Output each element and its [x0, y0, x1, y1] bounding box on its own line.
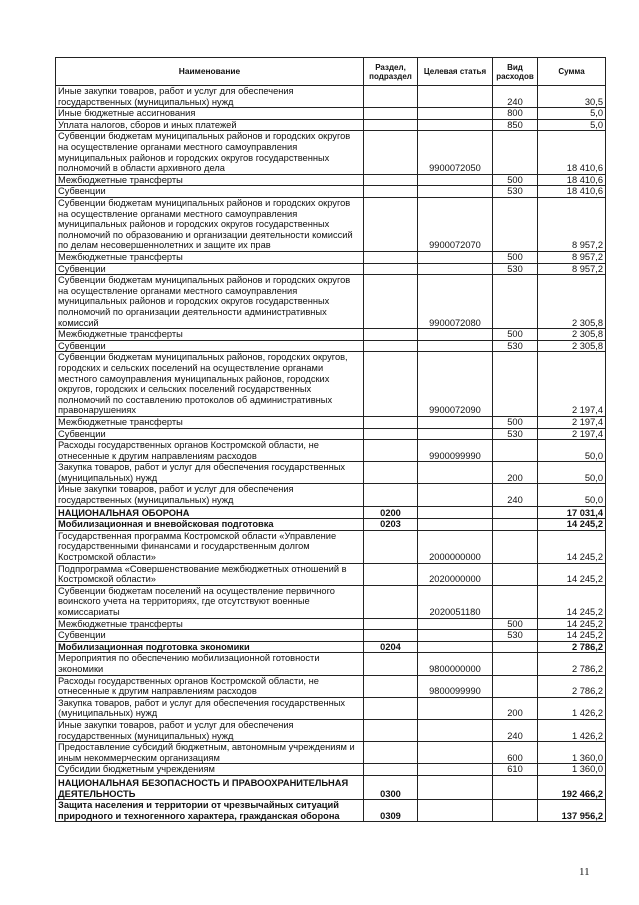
row-name: Предоставление субсидий бюджетным, автономным учреждениям и иным некоммерческим организациям: [56, 742, 364, 764]
row-sum: 2 305,8: [538, 329, 606, 341]
row-sum: 50,0: [538, 484, 606, 506]
row-name: НАЦИОНАЛЬНАЯ ОБОРОНА: [56, 506, 364, 519]
row-kind: 530: [493, 630, 538, 642]
table-row: [56, 275, 606, 329]
row-target: [418, 186, 493, 198]
row-name: Субвенции бюджетам поселений на осуществление первичного воинского учета на территориях, где отсутствуют военные комиссариаты: [56, 585, 364, 618]
row-target: 9800099990: [418, 675, 493, 697]
row-section: 0200: [364, 506, 418, 519]
row-kind: [493, 131, 538, 174]
row-kind: 200: [493, 697, 538, 719]
row-target: [418, 519, 493, 531]
row-target: [418, 641, 493, 653]
row-kind: 240: [493, 86, 538, 108]
budget-table: [55, 57, 606, 822]
row-target: 2020000000: [418, 563, 493, 585]
table-row: [56, 197, 606, 251]
row-section: [364, 563, 418, 585]
row-name: Субвенции бюджетам муниципальных районов и городских округов на осуществление органами местного самоуправления муниципальных районов и городских округов государственных полномочий по организации деятельности административных комиссий: [56, 275, 364, 329]
row-name: Иные закупки товаров, работ и услуг для обеспечения государственных (муниципальных) нужд: [56, 86, 364, 108]
row-name: Мобилизационная подготовка экономики: [56, 641, 364, 653]
table-row: [56, 108, 606, 120]
row-target: 9900072070: [418, 197, 493, 251]
row-section: [364, 585, 418, 618]
row-section: [364, 630, 418, 642]
row-section: [364, 719, 418, 741]
row-name: Защита населения и территории от чрезвычайных ситуаций природного и техногенного характера, гражданская оборона: [56, 800, 364, 822]
row-name: Расходы государственных органов Костромской области, не отнесенные к другим направлениям расходов: [56, 675, 364, 697]
row-sum: 2 786,2: [538, 675, 606, 697]
row-name: Субвенции: [56, 630, 364, 642]
row-name: Расходы государственных органов Костромской области, не отнесенные к другим направлениям расходов: [56, 440, 364, 462]
row-sum: 8 957,2: [538, 197, 606, 251]
row-section: [364, 653, 418, 675]
row-section: [364, 742, 418, 764]
table-row: [56, 174, 606, 186]
table-row: [56, 131, 606, 174]
table-row: [56, 186, 606, 198]
row-kind: 850: [493, 119, 538, 131]
row-target: 2000000000: [418, 530, 493, 563]
row-section: [364, 108, 418, 120]
table-row: [56, 352, 606, 417]
table-row: [56, 764, 606, 776]
row-sum: 2 197,4: [538, 428, 606, 440]
row-section: [364, 275, 418, 329]
row-sum: 14 245,2: [538, 530, 606, 563]
row-sum: 1 426,2: [538, 719, 606, 741]
row-kind: 530: [493, 186, 538, 198]
table-row: [56, 697, 606, 719]
row-target: [418, 775, 493, 799]
row-sum: 192 466,2: [538, 775, 606, 799]
table-row: [56, 519, 606, 531]
row-section: [364, 174, 418, 186]
row-kind: 500: [493, 251, 538, 263]
row-sum: 18 410,6: [538, 186, 606, 198]
row-name: Уплата налогов, сборов и иных платежей: [56, 119, 364, 131]
row-kind: 500: [493, 618, 538, 630]
row-kind: 500: [493, 416, 538, 428]
row-name: Мобилизационная и вневойсковая подготовка: [56, 519, 364, 531]
row-name: Субвенции бюджетам муниципальных районов и городских округов на осуществление органами местного самоуправления муниципальных районов и городских округов государственных полномочий по образованию и организации деятельности комиссий по делам несовершеннолетних и защите их прав: [56, 197, 364, 251]
row-kind: [493, 530, 538, 563]
row-sum: 14 245,2: [538, 630, 606, 642]
row-section: [364, 618, 418, 630]
table-row: [56, 630, 606, 642]
row-section: [364, 530, 418, 563]
row-target: [418, 697, 493, 719]
row-sum: 50,0: [538, 440, 606, 462]
row-kind: [493, 563, 538, 585]
row-sum: 2 786,2: [538, 641, 606, 653]
row-target: [418, 416, 493, 428]
table-row: [56, 86, 606, 108]
table-row: [56, 484, 606, 506]
row-section: [364, 251, 418, 263]
row-sum: 2 305,8: [538, 340, 606, 352]
row-name: Межбюджетные трансферты: [56, 174, 364, 186]
header-sum: Сумма: [538, 58, 606, 86]
row-section: [364, 416, 418, 428]
row-kind: [493, 275, 538, 329]
row-name: Субвенции: [56, 340, 364, 352]
row-kind: 500: [493, 174, 538, 186]
table-row: [56, 506, 606, 519]
row-kind: [493, 653, 538, 675]
table-header-row: [56, 58, 606, 86]
row-section: 0300: [364, 775, 418, 799]
row-kind: [493, 197, 538, 251]
row-sum: 5,0: [538, 108, 606, 120]
table-row: [56, 641, 606, 653]
row-target: 2020051180: [418, 585, 493, 618]
table-row: [56, 563, 606, 585]
row-sum: 8 957,2: [538, 263, 606, 275]
row-section: [364, 484, 418, 506]
row-name: Межбюджетные трансферты: [56, 329, 364, 341]
row-section: [364, 119, 418, 131]
row-target: 9900072080: [418, 275, 493, 329]
row-kind: 240: [493, 719, 538, 741]
row-kind: 530: [493, 428, 538, 440]
row-sum: 50,0: [538, 462, 606, 484]
row-sum: 14 245,2: [538, 618, 606, 630]
row-target: [418, 484, 493, 506]
table-row: [56, 329, 606, 341]
row-name: НАЦИОНАЛЬНАЯ БЕЗОПАСНОСТЬ И ПРАВООХРАНИТЕЛЬНАЯ ДЕЯТЕЛЬНОСТЬ: [56, 775, 364, 799]
row-sum: 18 410,6: [538, 131, 606, 174]
row-sum: 2 305,8: [538, 275, 606, 329]
row-target: 9900099990: [418, 440, 493, 462]
row-name: Подпрограмма «Совершенствование межбюджетных отношений в Костромской области»: [56, 563, 364, 585]
row-target: [418, 340, 493, 352]
row-target: [418, 630, 493, 642]
row-name: Иные закупки товаров, работ и услуг для обеспечения государственных (муниципальных) нужд: [56, 484, 364, 506]
row-target: [418, 764, 493, 776]
header-target: Целевая статья: [418, 58, 493, 86]
table-row: [56, 119, 606, 131]
row-name: Межбюджетные трансферты: [56, 416, 364, 428]
row-section: [364, 764, 418, 776]
table-row: [56, 675, 606, 697]
row-kind: [493, 352, 538, 417]
row-kind: [493, 800, 538, 822]
row-kind: [493, 775, 538, 799]
row-sum: 17 031,4: [538, 506, 606, 519]
row-name: Субвенции: [56, 263, 364, 275]
row-name: Субвенции бюджетам муниципальных районов и городских округов на осуществление органами местного самоуправления муниципальных районов и городских округов государственных полномочий в области архивного дела: [56, 131, 364, 174]
row-kind: [493, 440, 538, 462]
row-name: Иные бюджетные ассигнования: [56, 108, 364, 120]
row-section: [364, 697, 418, 719]
row-target: [418, 251, 493, 263]
row-sum: 18 410,6: [538, 174, 606, 186]
row-sum: 8 957,2: [538, 251, 606, 263]
row-target: 9900072050: [418, 131, 493, 174]
row-name: Субвенции: [56, 428, 364, 440]
header-name: Наименование: [56, 58, 364, 86]
row-sum: 1 426,2: [538, 697, 606, 719]
table-row: [56, 719, 606, 741]
row-section: [364, 197, 418, 251]
row-sum: 14 245,2: [538, 519, 606, 531]
row-sum: 14 245,2: [538, 585, 606, 618]
row-kind: 610: [493, 764, 538, 776]
row-section: [364, 340, 418, 352]
row-target: 9900072090: [418, 352, 493, 417]
row-kind: [493, 675, 538, 697]
row-target: [418, 86, 493, 108]
row-kind: [493, 585, 538, 618]
row-kind: [493, 641, 538, 653]
row-target: [418, 618, 493, 630]
row-name: Субсидии бюджетным учреждениям: [56, 764, 364, 776]
table-row: [56, 428, 606, 440]
row-name: Мероприятия по обеспечению мобилизационной готовности экономики: [56, 653, 364, 675]
row-target: [418, 428, 493, 440]
row-kind: 240: [493, 484, 538, 506]
row-section: [364, 428, 418, 440]
table-body: [56, 86, 606, 822]
row-sum: 5,0: [538, 119, 606, 131]
row-name: Иные закупки товаров, работ и услуг для обеспечения государственных (муниципальных) нужд: [56, 719, 364, 741]
row-section: [364, 462, 418, 484]
row-target: [418, 462, 493, 484]
row-name: Субвенции: [56, 186, 364, 198]
row-target: [418, 800, 493, 822]
row-sum: 1 360,0: [538, 742, 606, 764]
row-section: 0309: [364, 800, 418, 822]
table-row: [56, 340, 606, 352]
table-row: [56, 263, 606, 275]
row-section: 0203: [364, 519, 418, 531]
row-target: [418, 263, 493, 275]
header-kind: Вид расходов: [493, 58, 538, 86]
row-section: 0204: [364, 641, 418, 653]
row-name: Межбюджетные трансферты: [56, 251, 364, 263]
row-section: [364, 186, 418, 198]
row-section: [364, 131, 418, 174]
row-kind: 500: [493, 329, 538, 341]
page-number: 11: [579, 866, 590, 878]
table-row: [56, 585, 606, 618]
row-section: [364, 86, 418, 108]
row-section: [364, 263, 418, 275]
row-sum: 137 956,2: [538, 800, 606, 822]
row-target: [418, 719, 493, 741]
table-row: [56, 775, 606, 799]
table-row: [56, 742, 606, 764]
row-sum: 2 197,4: [538, 352, 606, 417]
table-row: [56, 462, 606, 484]
row-kind: 200: [493, 462, 538, 484]
row-sum: 30,5: [538, 86, 606, 108]
table-row: [56, 440, 606, 462]
table-row: [56, 653, 606, 675]
row-target: [418, 742, 493, 764]
row-kind: 530: [493, 263, 538, 275]
row-name: Закупка товаров, работ и услуг для обеспечения государственных (муниципальных) нужд: [56, 462, 364, 484]
table-row: [56, 530, 606, 563]
row-name: Государственная программа Костромской области «Управление государственными финансами и государственным долгом Костромской области»: [56, 530, 364, 563]
row-target: [418, 174, 493, 186]
table-row: [56, 416, 606, 428]
row-sum: 2 786,2: [538, 653, 606, 675]
header-section: Раздел, подраздел: [364, 58, 418, 86]
row-section: [364, 329, 418, 341]
row-kind: 530: [493, 340, 538, 352]
row-kind: 800: [493, 108, 538, 120]
row-sum: 14 245,2: [538, 563, 606, 585]
row-name: Закупка товаров, работ и услуг для обеспечения государственных (муниципальных) нужд: [56, 697, 364, 719]
row-sum: 2 197,4: [538, 416, 606, 428]
row-target: [418, 329, 493, 341]
row-target: [418, 108, 493, 120]
table-row: [56, 800, 606, 822]
row-section: [364, 675, 418, 697]
row-kind: [493, 519, 538, 531]
row-name: Субвенции бюджетам муниципальных районов, городских округов, городских и сельских поселений на осуществление органами местного самоуправления муниципальных районов, городских округов, городских и сельских поселений государственных полномочий по составлению протоколов об административных правонарушениях: [56, 352, 364, 417]
row-name: Межбюджетные трансферты: [56, 618, 364, 630]
row-section: [364, 352, 418, 417]
row-kind: 600: [493, 742, 538, 764]
row-target: [418, 506, 493, 519]
table-row: [56, 618, 606, 630]
table-row: [56, 251, 606, 263]
row-target: [418, 119, 493, 131]
row-kind: [493, 506, 538, 519]
row-section: [364, 440, 418, 462]
row-target: 9800000000: [418, 653, 493, 675]
row-sum: 1 360,0: [538, 764, 606, 776]
